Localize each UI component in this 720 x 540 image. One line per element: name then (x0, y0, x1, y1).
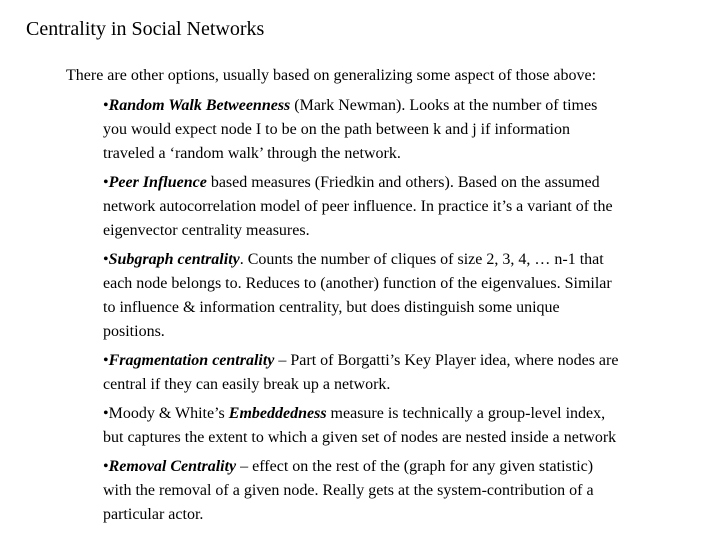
bullet-subgraph-centrality (103, 248, 703, 344)
bullet-line: each node belongs to. Reduces to (another) function of the eigenvalues. Similar (103, 275, 612, 292)
bullet-term: Subgraph centrality (108, 251, 240, 268)
bullet-fragmentation-centrality (103, 349, 703, 397)
bullet-line: central if they can easily break up a network. (103, 376, 391, 393)
bullet-line (103, 171, 703, 195)
bullet-line: but captures the extent to which a given set of nodes are nested inside a network (103, 429, 617, 446)
bullet-marker: • (103, 458, 109, 475)
bullet-marker: • (103, 251, 109, 268)
bullet-line (103, 455, 703, 479)
bullet-text: (Mark Newman). Looks at the number of times (290, 97, 598, 114)
bullet-marker: • (103, 174, 109, 191)
bullet-term: Embeddedness (228, 405, 327, 422)
bullet-text: based measures (Friedkin and others). Based on the assumed (206, 174, 600, 191)
slide-title: Centrality in Social Networks (26, 18, 265, 40)
bullet-term: Fragmentation centrality (108, 352, 275, 369)
bullet-term: Random Walk Betweenness (108, 97, 291, 114)
bullet-line: to influence & information centrality, but does distinguish some unique (103, 299, 560, 316)
bullet-text: measure is technically a group-level index, (326, 405, 606, 422)
bullet-marker: • (103, 352, 109, 369)
bullet-line: particular actor. (103, 506, 204, 523)
bullet-text: . Counts the number of cliques of size 2, 3, 4, … n-1 that (239, 251, 604, 268)
bullet-list (103, 94, 703, 527)
bullet-line (103, 248, 703, 272)
bullet-text: – effect on the rest of the (graph for any given statistic) (236, 458, 594, 475)
bullet-text: – Part of Borgatti’s Key Player idea, where nodes are (274, 352, 619, 369)
bullet-line: positions. (103, 323, 165, 340)
bullet-embeddedness (103, 402, 703, 450)
bullet-line: with the removal of a given node. Really gets at the system-contribution of a (103, 482, 594, 499)
bullet-line (103, 402, 703, 426)
bullet-line (103, 94, 703, 118)
bullet-line (103, 349, 703, 373)
bullet-peer-influence (103, 171, 703, 243)
bullet-line: eigenvector centrality measures. (103, 222, 310, 239)
bullet-term: Removal Centrality (108, 458, 237, 475)
bullet-marker: • (103, 405, 109, 422)
intro-text: There are other options, usually based on generalizing some aspect of those above: (66, 67, 597, 84)
bullet-term: Peer Influence (108, 174, 207, 191)
bullet-random-walk-betweenness (103, 94, 703, 166)
bullet-line: network autocorrelation model of peer influence. In practice it’s a variant of the (103, 198, 613, 215)
bullet-prefix: Moody & White’s (108, 405, 229, 422)
bullet-removal-centrality (103, 455, 703, 527)
bullet-line: you would expect node I to be on the path between k and j if information (103, 121, 570, 138)
bullet-line: traveled a ‘random walk’ through the network. (103, 145, 401, 162)
bullet-marker: • (103, 97, 109, 114)
